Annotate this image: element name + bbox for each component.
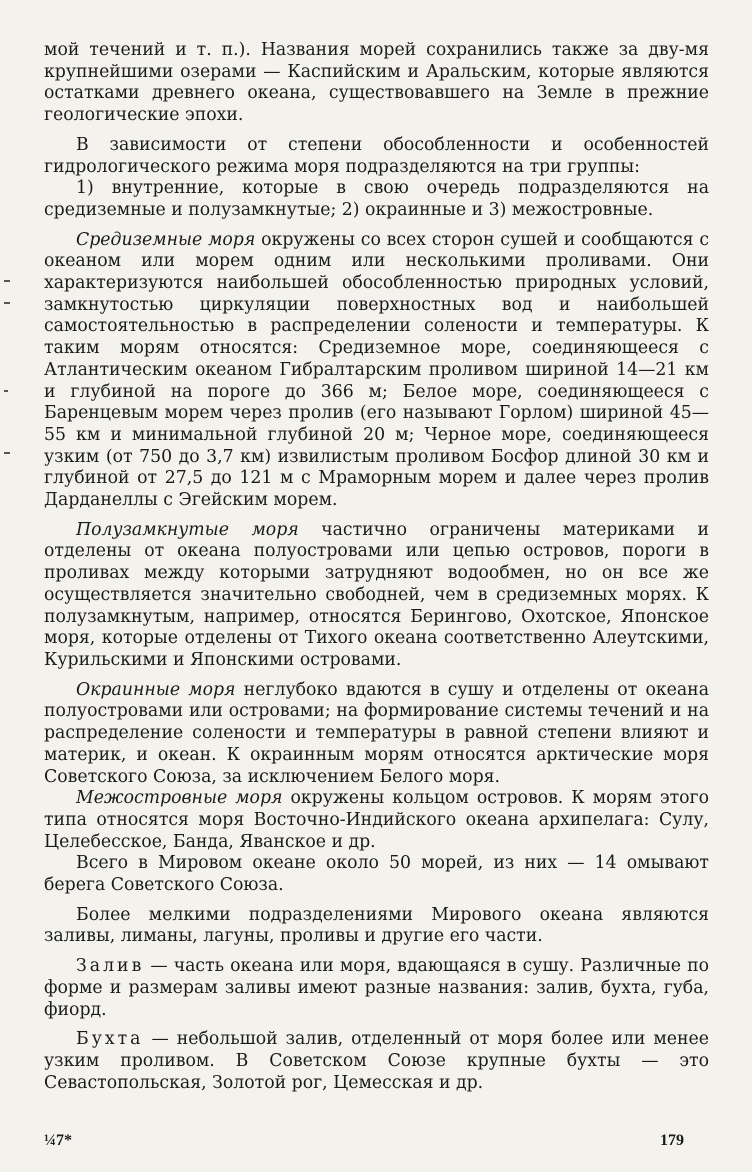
- paragraph-text: — часть океана или моря, вдающаяся в сушу. Различные по форме и размерам заливы имеют разные названия: залив, бухта, губа, фиорд.: [44, 956, 709, 1020]
- paragraph: [44, 853, 709, 896]
- paragraph-text: окружены со всех сторон сушей и сообщаются с океаном или морем одним или несколькими проливами. Они характеризуются наибольшей обособленностью природных условий, замкнутостью циркуляции поверхностных вод и наибольшей самостоятельностью в распределении солености и температуры. К таким морям относятся: Средиземное море, соединяющееся с Атлантическим океаном Гибралтарским проливом шириной 14—21 км и глубиной на пороге до 366 м; Белое море, соединяющееся с Баренцевым морем через пролив (его называют Горлом) шириной 45—55 км и минимальной глубиной 20 м; Черное море, соединяющееся узким (от 750 до 3,7 км) извилистым проливом Босфор длиной 30 км и глубиной от 27,5 до 121 м с Мраморным морем и далее через пролив Дарданеллы с Эгейским морем.: [44, 229, 709, 511]
- italic-term: Межостровные моря: [76, 788, 283, 809]
- paragraph-text: Всего в Мировом океане около 50 морей, из них — 14 омывают берега Советского Союза.: [44, 853, 709, 896]
- paragraph: [44, 905, 709, 948]
- page-number: 179: [660, 1132, 684, 1149]
- paragraph-text: неглубоко вдаются в сушу и отделены от океана полуостровами или островами; на формирование системы течений и на распределение солености и температуры в равной степени влияют и материк, и океан. К окраинным морям относятся арктические моря Советского Союза, за исключением Белого моря.: [44, 679, 710, 787]
- spaced-term: Залив: [76, 956, 145, 977]
- paragraph-text: Более мелкими подразделениями Мирового океана являются заливы, лиманы, лагуны, проливы и другие его части.: [44, 904, 709, 947]
- italic-term: Окраинные моря: [76, 679, 236, 700]
- paragraph-text: частично ограничены материками и отделены от океана полуостровами или цепью островов, пороги в проливах между которыми затрудняют водообмен, но он все же осуществляется значительно свободней, чем в средиземных морях. К полузамкнутым, например, относятся Берингово, Охотское, Японское моря, которые отделены от Тихого океана соответственно Алеутскими, Курильскими и Японскими островами.: [44, 519, 709, 670]
- printer-signature: ¼7*: [44, 1132, 72, 1149]
- paragraph: [44, 520, 709, 672]
- margin-scan-marks: [0, 240, 16, 540]
- paragraph: [44, 1029, 709, 1094]
- paragraph-text: мой течений и т. п.). Названия морей сохранились также за дву-мя крупнейшими озерами — Каспийским и Аральским, которые являются остатками древнего океана, существовавшего на Земле в прежние геологические эпохи.: [44, 40, 709, 126]
- paragraph-text: В зависимости от степени обособленности и особенностей гидрологического режима моря подразделяются на три группы:: [44, 134, 709, 177]
- paragraph: [44, 680, 709, 789]
- paragraph: [44, 230, 709, 512]
- italic-term: Средиземные моря: [76, 229, 256, 250]
- paragraph: [44, 178, 709, 221]
- paragraph-text: окружены кольцом островов. К морям этого типа относятся моря Восточно-Индийского океана архипелага: Сулу, Целебесское, Банда, Яванское и др.: [44, 788, 709, 852]
- page-body: [44, 40, 709, 1094]
- paragraph: [44, 788, 709, 853]
- paragraph: [44, 40, 709, 127]
- paragraph: [44, 956, 709, 1021]
- paragraph-text: 1) внутренние, которые в свою очередь подразделяются на средиземные и полузамкнутые; 2) окраинные и 3) межостровные.: [44, 178, 709, 220]
- paragraph: [44, 135, 709, 178]
- spaced-term: Бухта: [76, 1029, 144, 1050]
- italic-term: Полузамкнутые моря: [76, 519, 299, 540]
- paragraph-text: — небольшой залив, отделенный от моря более или менее узким проливом. В Советском Союзе крупные бухты — это Севастопольская, Золотой рог, Цемесская и др.: [44, 1029, 709, 1093]
